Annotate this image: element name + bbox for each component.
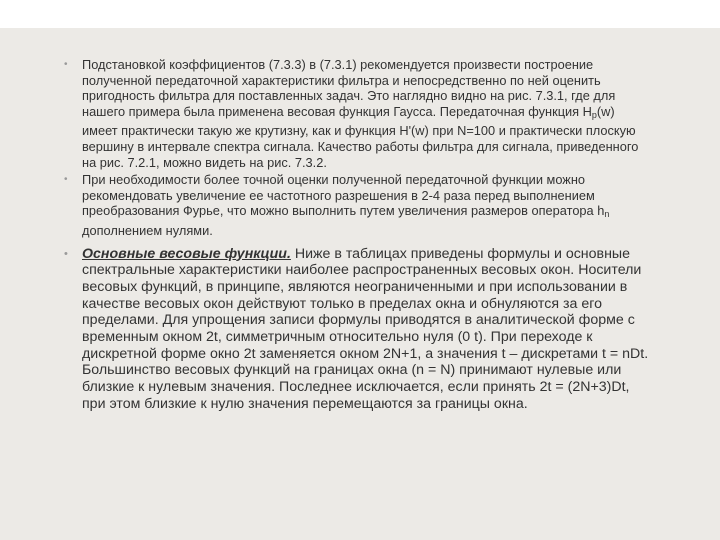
bullet-item-window-functions: [64, 246, 649, 413]
bullet-text: При необходимости более точной оценки полученной передаточной функции можно рекомендовать увеличение ее частотного разрешения в 2-4 раза перед выполнением преобразования Фурье, что можно выполнить путем увеличения размеров оператора $h_n$ дополнением нулями.: [82, 172, 610, 238]
bullet-marker: •: [64, 247, 68, 260]
slide-content: [64, 57, 649, 413]
bullet-text: Подстановкой коэффициентов (7.3.3) в (7.3.1) рекомендуется произвести построение полученной передаточной характеристики фильтра и непосредственно по ней оценить пригодность фильтра для поставленных задач. Это наглядно видно на рис. 7.3.1, где для нашего примера была применена весовая функция Гаусса. Передаточная функция $H_p(w)$ имеет практически такую же крутизну, как и функция H'(w) при N=100 и практически плоскую вершину в интервале спектра сигнала. Качество работы фильтра для сигнала, приведенного на рис. 7.2.1, можно видеть на рис. 7.3.2.: [82, 57, 639, 170]
bullet-item-frequency-resolution: [64, 172, 649, 238]
bullet-item-transfer-function: [64, 57, 649, 170]
bullet-text: Основные весовые функции. Ниже в таблицах приведены формулы и основные спектральные характеристики наиболее распространенных весовых окон. Носители весовых функций, в принципе, являются неограниченными и при использовании в качестве весовых окон действуют только в пределах окна и обнуляются за его пределами. Для упрощения записи формулы приводятся в аналитической форме с временным окном 2t, симметричным относительно нуля (0 t). При переходе к дискретной форме окно 2t заменяется окном 2N+1, а значения t – дискретами t = nDt. Большинство весовых функций на границах окна (n = N) принимают нулевые или близкие к нулевым значения. Последнее исключается, если принять 2t = (2N+3)Dt, при этом близкие к нулю значения перемещаются за границы окна.: [82, 245, 649, 412]
bullet-marker: •: [64, 59, 68, 70]
section-heading: Основные весовые функции.: [82, 245, 291, 262]
top-band: [0, 0, 720, 28]
bullet-marker: •: [64, 174, 68, 186]
